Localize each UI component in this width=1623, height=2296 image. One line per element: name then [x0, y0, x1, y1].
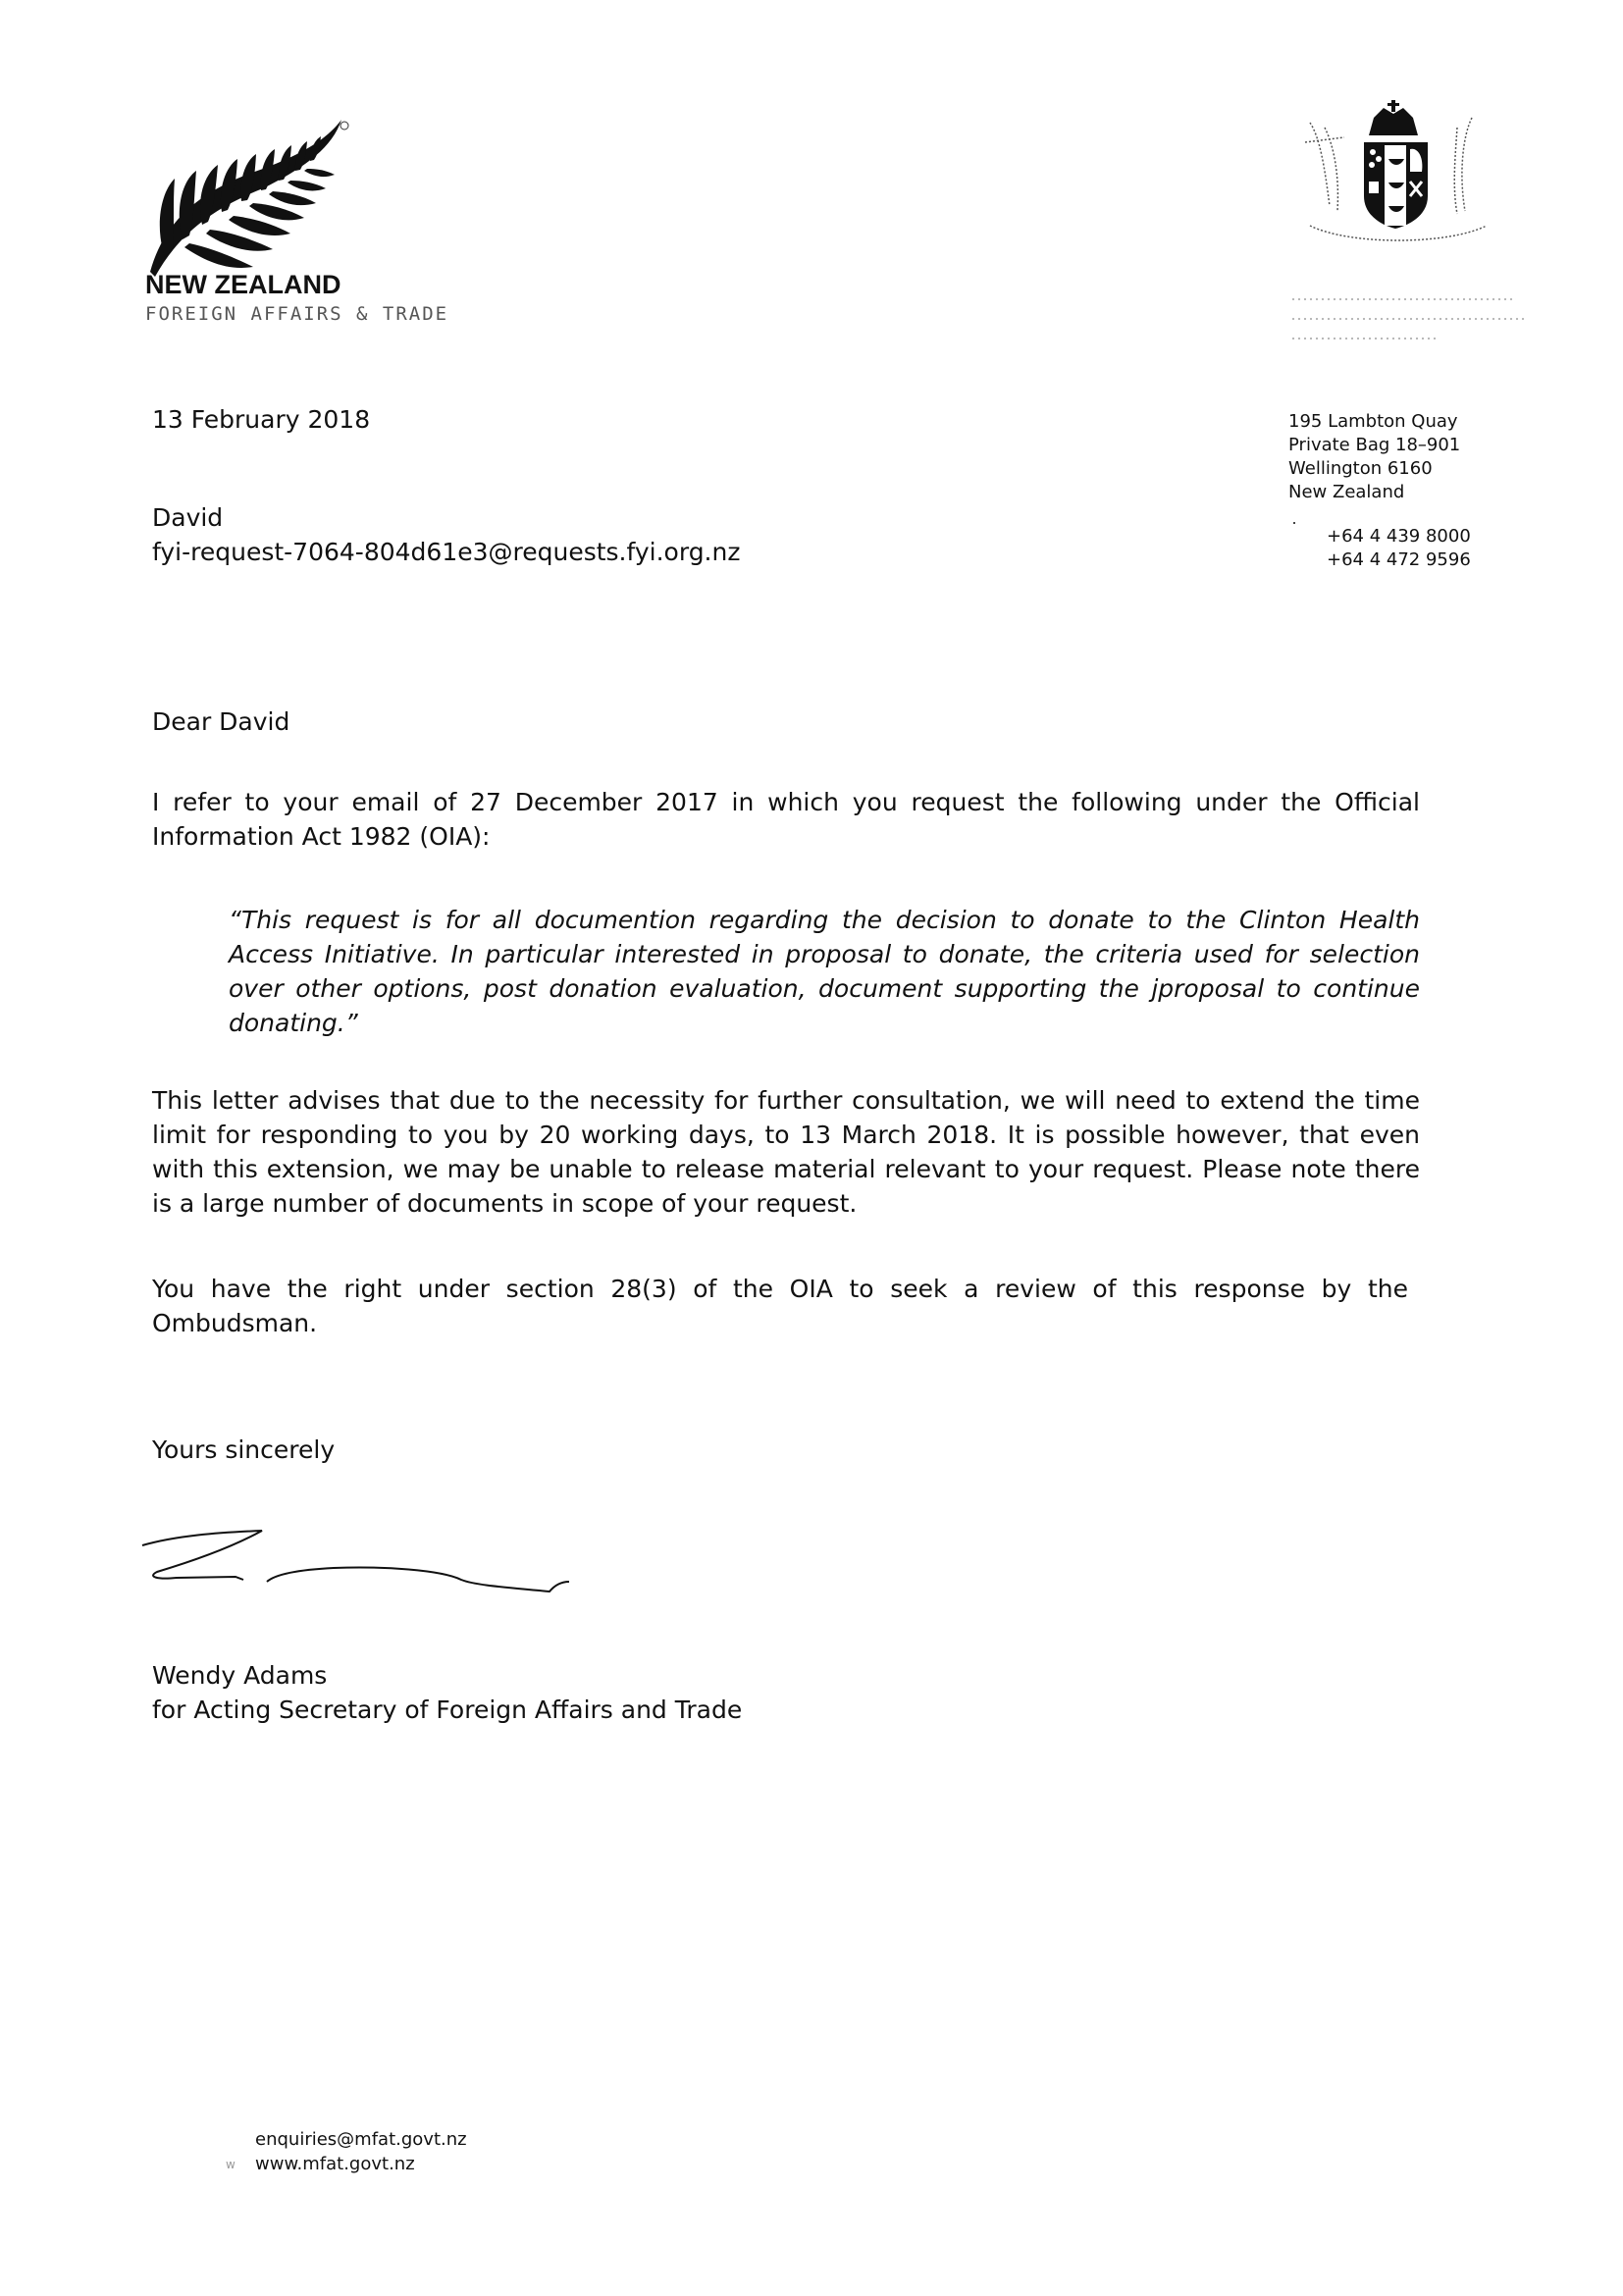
sender-address: [1288, 410, 1460, 504]
salutation: Dear David: [152, 707, 290, 736]
fax-number: +64 4 472 9596: [1327, 549, 1471, 570]
request-quote: “This request is for all documention regarding the decision to donate to the Clinton Health Access Initiative. In particular interested in proposal to donate, the criteria used for selection over other options, post donation evaluation, document supporting the jproposal to continue donating.”: [229, 906, 1420, 1037]
signer-name: Wendy Adams: [152, 1661, 328, 1690]
handwritten-signature-icon: [137, 1521, 589, 1599]
letter-date: 13 February 2018: [152, 405, 371, 434]
review-paragraph: You have the right under section 28(3) of the OIA to seek a review of this response by the Ombudsman.: [152, 1275, 1408, 1337]
recipient-block: [152, 500, 740, 569]
address-line: 195 Lambton Quay: [1288, 411, 1458, 432]
footer-email[interactable]: enquiries@mfat.govt.nz: [255, 2129, 467, 2150]
sender-phones: [1327, 525, 1471, 572]
address-line: Private Bag 18–901: [1288, 435, 1461, 455]
footer-website[interactable]: www.mfat.govt.nz: [255, 2154, 415, 2174]
extension-paragraph: This letter advises that due to the necessity for further consultation, we will need to extend the time limit for responding to you by 20 working days, to 13 March 2018. It is possible however, that even with this extension, we may be unable to release material relevant to your request. Please note there is a large number of documents in scope of your request.: [152, 1086, 1420, 1218]
nz-coat-of-arms-icon: [1290, 98, 1506, 255]
org-name: NEW ZEALAND: [145, 270, 341, 299]
signer-title: for Acting Secretary of Foreign Affairs and Trade: [152, 1696, 743, 1724]
address-line: Wellington 6160: [1288, 458, 1433, 479]
org-subtitle: FOREIGN AFFAIRS & TRADE: [145, 303, 449, 325]
signer-block: [152, 1658, 742, 1727]
recipient-email[interactable]: fyi-request-7064-804d61e3@requests.fyi.org.nz: [152, 538, 741, 566]
silver-fern-logo-icon: [145, 110, 459, 336]
phone-mark-icon: [1293, 522, 1295, 524]
address-line: New Zealand: [1288, 482, 1405, 502]
intro-paragraph: I refer to your email of 27 December 2017 in which you request the following under the Official Information Act 1982 (OIA):: [152, 788, 1420, 851]
footer-contacts: [226, 2127, 467, 2176]
recipient-name: David: [152, 503, 224, 532]
valediction: Yours sincerely: [152, 1435, 336, 1464]
crest-caption-faded: [1290, 285, 1526, 355]
web-prefix-label: w: [226, 2158, 236, 2171]
phone-number: +64 4 439 8000: [1327, 526, 1471, 547]
